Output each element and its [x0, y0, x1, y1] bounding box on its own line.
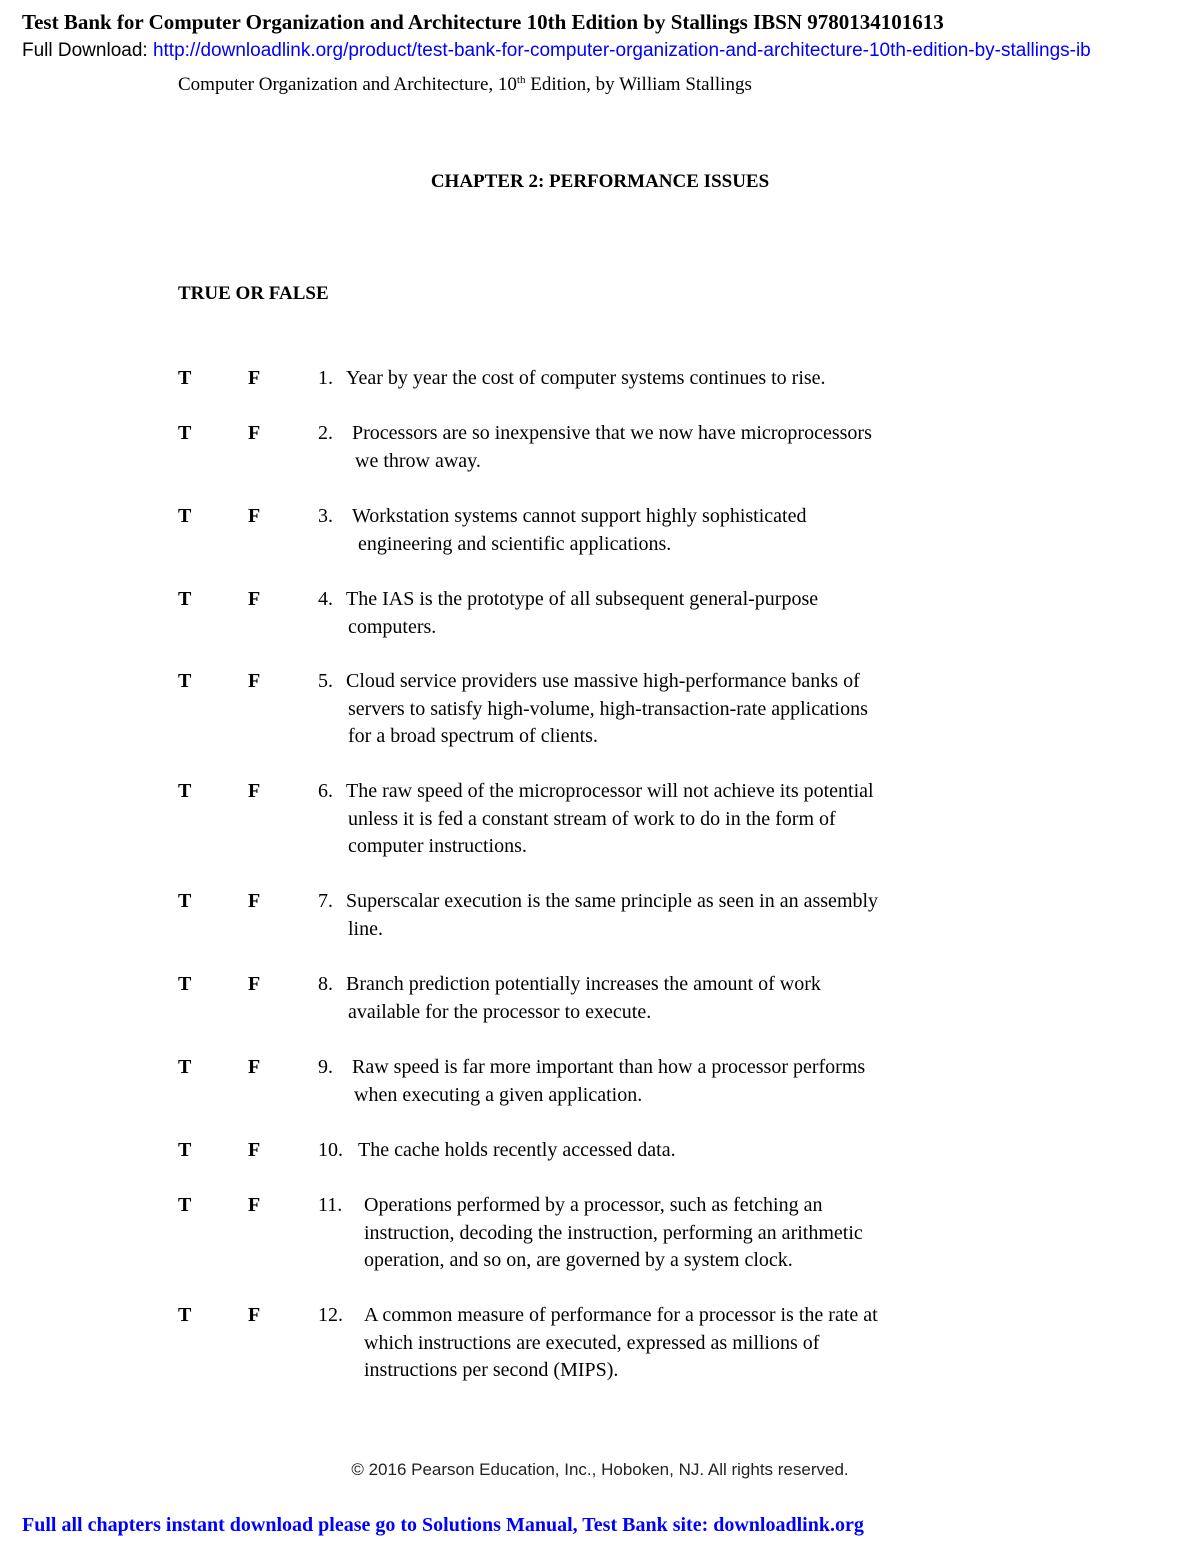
chapter-title: CHAPTER 2: PERFORMANCE ISSUES [430, 171, 770, 192]
document-title: Test Bank for Computer Organization and Architecture 10th Edition by Stallings IBSN 9780134101613 [22, 10, 944, 34]
true-option[interactable]: T [178, 367, 192, 389]
section-title: TRUE OR FALSE [178, 283, 329, 304]
question-text-line: for a broad spectrum of clients. [348, 725, 598, 747]
true-option[interactable]: T [178, 780, 192, 802]
false-option[interactable]: F [248, 973, 261, 995]
question-text [346, 365, 1046, 393]
question-number: 6. [318, 780, 333, 802]
question-text [346, 971, 1046, 1026]
true-option[interactable]: T [178, 505, 192, 527]
question-number: 9. [318, 1056, 333, 1078]
true-option[interactable]: T [178, 973, 192, 995]
question-text-line: engineering and scientific applications. [358, 532, 672, 555]
true-option[interactable]: T [178, 1056, 192, 1078]
true-option[interactable]: T [178, 1139, 192, 1161]
question-text-line: instructions per second (MIPS). [364, 1359, 619, 1381]
question-number: 4. [318, 588, 333, 610]
book-line-sup: th [516, 74, 526, 86]
true-option[interactable]: T [178, 890, 192, 912]
question-number: 3. [318, 505, 333, 527]
question-text-line: Operations performed by a processor, such as fetching an [364, 1194, 823, 1216]
true-option[interactable]: T [178, 422, 192, 444]
question-text-line: Processors are so inexpensive that we now have microprocessors [352, 422, 872, 444]
question-text [346, 586, 1046, 641]
question-text [352, 503, 1052, 558]
question-number: 7. [318, 890, 333, 912]
false-option[interactable]: F [248, 1056, 261, 1078]
question-text-line: which instructions are executed, expressed as millions of [364, 1331, 820, 1354]
question-text [346, 888, 1046, 943]
question-text [358, 1137, 1058, 1165]
question-text-line: computers. [348, 615, 437, 638]
question-text-line: servers to satisfy high-volume, high-transaction-rate applications [348, 697, 868, 720]
false-option[interactable]: F [248, 588, 261, 610]
question-text-line: computer instructions. [348, 835, 527, 857]
question-text-line: A common measure of performance for a processor is the rate at [364, 1304, 878, 1326]
false-option[interactable]: F [248, 1304, 261, 1326]
download-label: Full Download: [22, 40, 153, 61]
book-citation [178, 74, 752, 96]
question-number: 1. [318, 367, 333, 389]
question-text-line: Raw speed is far more important than how a processor performs [352, 1056, 866, 1078]
download-line [22, 40, 1200, 62]
question-text-line: operation, and so on, are governed by a system clock. [364, 1249, 793, 1271]
question-text [346, 778, 1046, 861]
question-text-line: instruction, decoding the instruction, performing an arithmetic [364, 1221, 863, 1244]
true-option[interactable]: T [178, 588, 192, 610]
false-option[interactable]: F [248, 1194, 261, 1216]
question-text-line: unless it is fed a constant stream of work to do in the form of [348, 807, 836, 830]
question-text [352, 1054, 1052, 1109]
book-line-post: Edition, by William Stallings [525, 74, 752, 95]
true-option[interactable]: T [178, 670, 192, 692]
question-text [364, 1192, 1064, 1275]
copyright-notice: © 2016 Pearson Education, Inc., Hoboken, NJ. All rights reserved. [351, 1460, 849, 1479]
question-text-line: Cloud service providers use massive high-performance banks of [346, 670, 860, 692]
question-text-line: The raw speed of the microprocessor will not achieve its potential [346, 780, 874, 802]
question-text-line: Year by year the cost of computer systems continues to rise. [346, 367, 826, 389]
question-text-line: The cache holds recently accessed data. [358, 1139, 676, 1161]
question-number: 10. [318, 1139, 343, 1161]
question-text [364, 1302, 1064, 1385]
false-option[interactable]: F [248, 367, 261, 389]
question-text [352, 420, 1052, 475]
false-option[interactable]: F [248, 670, 261, 692]
question-number: 5. [318, 670, 333, 692]
false-option[interactable]: F [248, 780, 261, 802]
question-text-line: available for the processor to execute. [348, 1000, 652, 1023]
question-text-line: when executing a given application. [354, 1083, 643, 1106]
question-text-line: we throw away. [355, 449, 481, 472]
question-text-line: line. [348, 917, 383, 940]
question-text-line: Superscalar execution is the same principle as seen in an assembly [346, 890, 879, 912]
question-number: 2. [318, 422, 333, 444]
question-text [346, 668, 1046, 751]
question-number: 8. [318, 973, 333, 995]
download-link[interactable]: http://downloadlink.org/product/test-bank-for-computer-organization-and-architecture-10th-edition-by-stallings-ib [152, 40, 1091, 61]
question-number: 12. [318, 1304, 343, 1326]
question-text-line: Branch prediction potentially increases the amount of work [346, 973, 821, 995]
false-option[interactable]: F [248, 505, 261, 527]
book-line-pre: Computer Organization and Architecture, 10 [178, 74, 517, 95]
false-option[interactable]: F [248, 1139, 261, 1161]
false-option[interactable]: F [248, 422, 261, 444]
promo-link[interactable]: Full all chapters instant download please go to Solutions Manual, Test Bank site: downloadlink.org [22, 1514, 864, 1536]
question-text-line: The IAS is the prototype of all subsequent general-purpose [346, 588, 819, 610]
true-option[interactable]: T [178, 1194, 192, 1216]
false-option[interactable]: F [248, 890, 261, 912]
question-number: 11. [318, 1194, 343, 1216]
true-option[interactable]: T [178, 1304, 192, 1326]
question-text-line: Workstation systems cannot support highly sophisticated [352, 505, 807, 527]
